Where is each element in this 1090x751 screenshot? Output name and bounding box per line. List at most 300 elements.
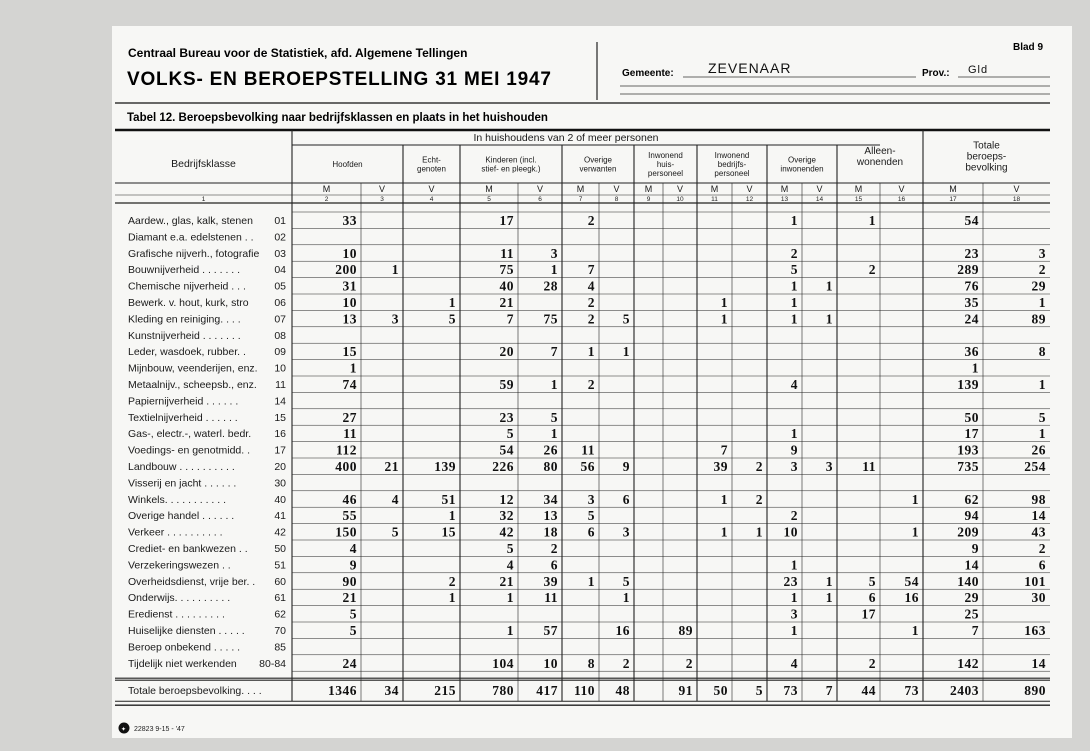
cell-value: 15 bbox=[342, 344, 357, 360]
cell-value: 8 bbox=[1038, 344, 1046, 360]
cell-value: 23 bbox=[499, 409, 514, 425]
cell-value: 6 bbox=[550, 557, 558, 573]
cell-value: 5 bbox=[506, 426, 514, 442]
total-value: 5 bbox=[755, 683, 763, 699]
gemeente-label: Gemeente: bbox=[622, 68, 674, 79]
column-number: 15 bbox=[854, 196, 863, 203]
cell-value: 11 bbox=[862, 459, 876, 474]
row-label: Gas-, electr.-, waterl. bedr. bbox=[128, 428, 252, 441]
cell-value: 94 bbox=[964, 508, 979, 524]
row-label: Visserij en jacht . . . . . . bbox=[128, 477, 237, 490]
cell-value: 10 bbox=[783, 524, 798, 540]
cell-value: 11 bbox=[544, 590, 558, 606]
cell-value: 1 bbox=[550, 377, 558, 392]
cell-value: 3 bbox=[825, 459, 833, 474]
cell-value: 55 bbox=[342, 508, 357, 524]
cell-value: 54 bbox=[904, 573, 919, 589]
group-header-line: personeel bbox=[647, 169, 684, 178]
cell-value: 1 bbox=[448, 590, 456, 606]
cell-value: 9 bbox=[349, 557, 357, 573]
cell-value: 1 bbox=[720, 524, 728, 540]
row-code: 61 bbox=[274, 592, 286, 605]
column-header-bedrijfsklasse: Bedrijfsklasse bbox=[171, 158, 236, 170]
cell-value: 1 bbox=[790, 278, 798, 294]
row-code: 41 bbox=[274, 510, 286, 523]
cell-value: 1 bbox=[1038, 426, 1046, 442]
sex-label: V bbox=[428, 184, 435, 194]
cell-value: 27 bbox=[342, 409, 357, 425]
cell-value: 1 bbox=[755, 524, 763, 540]
table-title: Tabel 12. Beroepsbevolking naar bedrijfsklassen en plaats in het huishouden bbox=[127, 112, 548, 124]
column-number: 10 bbox=[676, 196, 684, 203]
sex-label: V bbox=[536, 184, 544, 194]
total-value: 215 bbox=[434, 683, 456, 699]
cell-value: 1 bbox=[391, 262, 399, 278]
cell-value: 2 bbox=[587, 295, 595, 310]
cell-value: 43 bbox=[1031, 524, 1046, 540]
cell-value: 1 bbox=[825, 573, 833, 589]
row-label: Leder, wasdoek, rubber. . bbox=[128, 346, 246, 359]
cell-value: 33 bbox=[342, 213, 357, 228]
cell-value: 21 bbox=[342, 590, 357, 606]
row-label: Papiernijverheid . . . . . . bbox=[128, 395, 239, 408]
row-code: 16 bbox=[274, 428, 286, 441]
row-code: 08 bbox=[274, 329, 286, 342]
cell-value: 14 bbox=[964, 557, 979, 573]
cell-value: 4 bbox=[587, 278, 595, 294]
total-value: 73 bbox=[904, 683, 919, 699]
cell-value: 1 bbox=[790, 590, 798, 606]
print-code: 22823 9-15 - '47 bbox=[134, 726, 185, 733]
group-header-line: inwonenden bbox=[780, 164, 824, 174]
column-number: 18 bbox=[1012, 196, 1021, 203]
cell-value: 1 bbox=[506, 590, 514, 606]
column-number: 17 bbox=[949, 196, 957, 203]
cell-value: 40 bbox=[499, 278, 514, 294]
cell-value: 7 bbox=[720, 442, 728, 458]
total-value: 91 bbox=[678, 683, 693, 699]
cell-value: 2 bbox=[868, 262, 876, 278]
cell-value: 17 bbox=[964, 426, 979, 442]
row-code: 62 bbox=[274, 608, 286, 621]
cell-value: 5 bbox=[868, 573, 876, 589]
cell-value: 21 bbox=[384, 459, 399, 474]
cell-value: 4 bbox=[790, 655, 798, 671]
cell-value: 2 bbox=[1038, 262, 1046, 278]
column-header-huishoudens: In huishoudens van 2 of meer personen bbox=[473, 132, 659, 144]
row-code: 01 bbox=[274, 215, 286, 227]
cell-value: 54 bbox=[964, 213, 979, 228]
total-value: 1346 bbox=[328, 683, 357, 699]
cell-value: 3 bbox=[550, 245, 558, 261]
cell-value: 18 bbox=[543, 524, 558, 540]
cell-value: 2 bbox=[587, 311, 595, 327]
cell-value: 1 bbox=[790, 213, 798, 228]
column-number: 1 bbox=[201, 196, 206, 203]
cell-value: 1 bbox=[1038, 377, 1046, 392]
cell-value: 29 bbox=[1031, 278, 1046, 294]
cell-value: 150 bbox=[335, 524, 357, 540]
sex-label: M bbox=[485, 184, 493, 194]
cell-value: 21 bbox=[499, 573, 514, 589]
cell-value: 62 bbox=[964, 491, 979, 507]
sex-label: M bbox=[710, 184, 719, 194]
row-code: 50 bbox=[274, 543, 286, 555]
total-value: 2403 bbox=[950, 683, 979, 699]
cell-value: 1 bbox=[790, 557, 798, 573]
bureau-name: Centraal Bureau voor de Statistiek, afd. Algemene Tellingen bbox=[128, 46, 468, 60]
total-label: Totale beroepsbevolking. . . . bbox=[128, 685, 262, 698]
row-label: Landbouw . . . . . . . . . . bbox=[128, 461, 235, 473]
cell-value: 2 bbox=[448, 573, 456, 589]
group-header-line: Inwonend bbox=[714, 151, 750, 160]
cell-value: 26 bbox=[543, 442, 558, 458]
cell-value: 10 bbox=[342, 295, 357, 310]
cell-value: 46 bbox=[342, 491, 357, 507]
cell-value: 1 bbox=[720, 311, 728, 327]
cell-value: 1 bbox=[971, 360, 979, 376]
total-value: 890 bbox=[1024, 683, 1046, 699]
cell-value: 39 bbox=[713, 459, 728, 474]
group-header-line: Totale bbox=[973, 140, 1000, 152]
cell-value: 11 bbox=[581, 442, 595, 458]
cell-value: 56 bbox=[580, 459, 595, 474]
row-code: 03 bbox=[274, 247, 286, 260]
cell-value: 14 bbox=[1031, 655, 1046, 671]
group-header-line: huis- bbox=[656, 160, 675, 169]
group-header-line: wonenden bbox=[856, 157, 904, 168]
cell-value: 1 bbox=[790, 426, 798, 442]
column-number: 13 bbox=[780, 196, 789, 203]
cell-value: 209 bbox=[957, 524, 979, 540]
group-header-line: Overige bbox=[787, 155, 817, 165]
cell-value: 17 bbox=[861, 606, 876, 622]
row-code: 20 bbox=[274, 461, 286, 473]
column-number: 12 bbox=[745, 196, 754, 203]
row-code: 85 bbox=[274, 641, 286, 654]
cell-value: 735 bbox=[957, 459, 979, 474]
cell-value: 1 bbox=[825, 311, 833, 327]
group-header-line: beroeps- bbox=[966, 151, 1007, 163]
cell-value: 28 bbox=[543, 278, 558, 294]
row-label: Eredienst . . . . . . . . . bbox=[128, 608, 225, 621]
cell-value: 3 bbox=[622, 524, 630, 540]
cell-value: 14 bbox=[1031, 508, 1046, 524]
total-value: 44 bbox=[861, 683, 876, 699]
sex-label: V bbox=[378, 184, 386, 194]
row-label: Overige handel . . . . . . bbox=[128, 510, 235, 523]
row-code: 60 bbox=[274, 575, 286, 588]
group-header-line: Hoofden bbox=[332, 160, 363, 169]
cell-value: 26 bbox=[1031, 442, 1046, 458]
sex-label: M bbox=[854, 184, 863, 194]
cell-value: 7 bbox=[506, 311, 514, 327]
row-label: Chemische nijverheid . . . bbox=[128, 280, 246, 293]
row-code: 11 bbox=[275, 379, 286, 391]
row-code: 04 bbox=[274, 264, 286, 277]
sex-label: V bbox=[898, 184, 905, 194]
row-code: 40 bbox=[274, 493, 286, 506]
group-header-line: Echt- bbox=[422, 155, 441, 165]
cell-value: 1 bbox=[911, 491, 919, 507]
column-number: 2 bbox=[324, 196, 329, 203]
cell-value: 5 bbox=[622, 573, 630, 589]
cell-value: 11 bbox=[500, 245, 514, 261]
row-label: Winkels. . . . . . . . . . . bbox=[128, 493, 227, 506]
group-header-line: bedrijfs- bbox=[717, 160, 747, 169]
row-label: Beroep onbekend . . . . . bbox=[128, 641, 241, 654]
row-code: 07 bbox=[274, 313, 286, 326]
cell-value: 4 bbox=[790, 377, 798, 392]
sheet-number: Blad 9 bbox=[1013, 42, 1044, 53]
cell-value: 74 bbox=[342, 377, 357, 392]
cell-value: 5 bbox=[587, 508, 595, 524]
group-header-line: verwanten bbox=[579, 164, 617, 174]
cell-value: 3 bbox=[1038, 245, 1046, 261]
row-label: Kleding en reiniging. . . . bbox=[128, 313, 241, 326]
sex-label: M bbox=[576, 184, 585, 194]
cell-value: 9 bbox=[790, 442, 798, 458]
cell-value: 112 bbox=[335, 442, 357, 458]
cell-value: 5 bbox=[349, 623, 357, 638]
cell-value: 76 bbox=[964, 278, 979, 294]
row-label: Bouwnijverheid . . . . . . . bbox=[128, 264, 241, 277]
cell-value: 4 bbox=[391, 491, 399, 507]
cell-value: 5 bbox=[550, 409, 558, 425]
cell-value: 1 bbox=[720, 491, 728, 507]
cell-value: 89 bbox=[678, 623, 693, 638]
group-header-line: personeel bbox=[714, 169, 750, 178]
cell-value: 11 bbox=[343, 426, 357, 442]
row-label: Bewerk. v. hout, kurk, stro bbox=[128, 297, 249, 309]
cell-value: 9 bbox=[622, 459, 630, 474]
sex-label: M bbox=[780, 184, 789, 194]
cell-value: 4 bbox=[349, 541, 357, 556]
cell-value: 2 bbox=[755, 459, 763, 474]
total-value: 48 bbox=[615, 683, 630, 699]
cell-value: 39 bbox=[543, 573, 558, 589]
cell-value: 13 bbox=[543, 508, 558, 524]
cell-value: 2 bbox=[685, 655, 693, 671]
cell-value: 32 bbox=[499, 508, 514, 524]
cell-value: 9 bbox=[971, 541, 979, 556]
form-title: VOLKS- EN BEROEPSTELLING 31 MEI 1947 bbox=[127, 69, 552, 90]
sex-label: V bbox=[1013, 184, 1020, 194]
svg-text:✦: ✦ bbox=[121, 727, 127, 733]
cell-value: 3 bbox=[790, 606, 798, 622]
row-code: 14 bbox=[274, 395, 286, 408]
province-label: Prov.: bbox=[922, 68, 950, 79]
cell-value: 17 bbox=[499, 213, 514, 228]
total-value: 34 bbox=[384, 683, 399, 699]
row-code: 10 bbox=[274, 362, 286, 375]
cell-value: 2 bbox=[868, 655, 876, 671]
cell-value: 1 bbox=[349, 360, 357, 376]
gemeente-value: ZEVENAAR bbox=[708, 60, 792, 76]
cell-value: 1 bbox=[622, 590, 630, 606]
cell-value: 6 bbox=[587, 524, 595, 540]
cell-value: 5 bbox=[349, 606, 357, 622]
cell-value: 1 bbox=[550, 426, 558, 442]
cell-value: 36 bbox=[964, 344, 979, 360]
cell-value: 101 bbox=[1024, 573, 1046, 589]
cell-value: 1 bbox=[825, 590, 833, 606]
row-label: Overheidsdienst, vrije ber. . bbox=[128, 575, 256, 588]
cell-value: 21 bbox=[499, 295, 514, 310]
cell-value: 1 bbox=[790, 295, 798, 310]
column-number: 5 bbox=[487, 196, 491, 203]
column-number: 4 bbox=[429, 196, 434, 203]
cell-value: 1 bbox=[790, 623, 798, 638]
column-number: 9 bbox=[646, 196, 651, 203]
cell-value: 400 bbox=[335, 459, 357, 474]
cell-value: 1 bbox=[825, 278, 833, 294]
cell-value: 23 bbox=[964, 245, 979, 261]
cell-value: 1 bbox=[911, 623, 919, 638]
row-label: Onderwijs. . . . . . . . . . bbox=[128, 592, 231, 605]
cell-value: 54 bbox=[499, 442, 514, 458]
total-value: 417 bbox=[536, 683, 558, 699]
row-code: 51 bbox=[274, 559, 286, 572]
cell-value: 35 bbox=[964, 295, 979, 310]
total-value: 780 bbox=[492, 683, 514, 699]
cell-value: 50 bbox=[964, 409, 979, 425]
cell-value: 226 bbox=[492, 459, 514, 474]
row-code: 30 bbox=[274, 477, 286, 490]
total-value: 50 bbox=[713, 683, 728, 699]
cell-value: 1 bbox=[720, 295, 728, 310]
cell-value: 16 bbox=[615, 623, 630, 638]
row-code: 06 bbox=[274, 297, 286, 309]
cell-value: 5 bbox=[790, 262, 798, 278]
cell-value: 31 bbox=[342, 278, 357, 294]
sex-label: V bbox=[816, 184, 823, 194]
row-label: Crediet- en bankwezen . . bbox=[128, 543, 248, 555]
cell-value: 1 bbox=[868, 213, 876, 228]
cell-value: 16 bbox=[904, 590, 919, 606]
row-label: Metaalnijv., scheepsb., enz. bbox=[128, 379, 257, 391]
sex-label: M bbox=[644, 184, 653, 194]
cell-value: 193 bbox=[957, 442, 979, 458]
cell-value: 23 bbox=[783, 573, 798, 589]
column-number: 16 bbox=[897, 196, 906, 203]
column-number: 7 bbox=[578, 196, 583, 203]
province-value: Gld bbox=[968, 64, 989, 76]
cell-value: 2 bbox=[622, 655, 630, 671]
column-number: 3 bbox=[380, 196, 384, 203]
cell-value: 1 bbox=[448, 295, 456, 310]
cell-value: 57 bbox=[543, 623, 558, 638]
row-label: Verzekeringswezen . . bbox=[128, 559, 231, 572]
cell-value: 34 bbox=[543, 491, 558, 507]
cell-value: 89 bbox=[1031, 311, 1046, 327]
cell-value: 5 bbox=[448, 311, 456, 327]
row-code: 70 bbox=[274, 625, 286, 637]
row-label: Textielnijverheid . . . . . . bbox=[128, 411, 238, 424]
cell-value: 142 bbox=[957, 655, 979, 671]
row-code: 09 bbox=[274, 346, 286, 359]
cell-value: 6 bbox=[868, 590, 876, 606]
cell-value: 7 bbox=[971, 623, 979, 638]
cell-value: 3 bbox=[391, 311, 399, 327]
cell-value: 5 bbox=[1038, 409, 1046, 425]
cell-value: 140 bbox=[957, 573, 979, 589]
cell-value: 51 bbox=[441, 491, 456, 507]
cell-value: 75 bbox=[499, 262, 514, 278]
cell-value: 104 bbox=[492, 655, 514, 671]
cell-value: 15 bbox=[441, 524, 456, 540]
cell-value: 5 bbox=[391, 524, 399, 540]
group-header-line: Inwonend bbox=[648, 151, 683, 160]
group-header-line: Kinderen (incl. bbox=[485, 155, 537, 165]
cell-value: 30 bbox=[1031, 590, 1046, 606]
row-label: Mijnbouw, veenderijen, enz. bbox=[128, 362, 258, 375]
cell-value: 1 bbox=[587, 344, 595, 360]
cell-value: 12 bbox=[499, 491, 514, 507]
row-label: Tijdelijk niet werkenden bbox=[128, 657, 237, 670]
column-number: 11 bbox=[711, 196, 718, 203]
cell-value: 20 bbox=[499, 344, 514, 360]
group-header-line: Overige bbox=[583, 155, 613, 165]
cell-value: 59 bbox=[499, 377, 514, 392]
cell-value: 2 bbox=[587, 213, 595, 228]
total-value: 73 bbox=[783, 683, 798, 699]
row-code: 42 bbox=[274, 526, 286, 539]
cell-value: 289 bbox=[957, 262, 979, 278]
cell-value: 80 bbox=[543, 459, 558, 474]
cell-value: 2 bbox=[587, 377, 595, 392]
cell-value: 2 bbox=[1038, 541, 1046, 556]
cell-value: 6 bbox=[622, 491, 630, 507]
total-value: 7 bbox=[825, 683, 833, 699]
cell-value: 1 bbox=[448, 508, 456, 524]
total-value: 110 bbox=[573, 683, 595, 699]
column-number: 6 bbox=[538, 196, 542, 203]
sex-label: V bbox=[613, 184, 620, 194]
cell-value: 5 bbox=[506, 541, 514, 556]
cell-value: 24 bbox=[342, 655, 357, 671]
cell-value: 29 bbox=[964, 590, 979, 606]
cell-value: 10 bbox=[342, 245, 357, 261]
row-code: 80-84 bbox=[259, 657, 286, 670]
cell-value: 13 bbox=[342, 311, 357, 327]
cell-value: 2 bbox=[790, 508, 798, 524]
cell-value: 139 bbox=[434, 459, 456, 474]
row-code: 15 bbox=[274, 411, 286, 424]
group-header-line: Alleen- bbox=[864, 146, 896, 157]
cell-value: 139 bbox=[957, 377, 979, 392]
cell-value: 1 bbox=[790, 311, 798, 327]
cell-value: 7 bbox=[550, 344, 558, 360]
row-code: 02 bbox=[274, 231, 286, 244]
cell-value: 2 bbox=[790, 245, 798, 261]
row-label: Aardew., glas, kalk, stenen bbox=[128, 215, 253, 227]
group-header-line: stief- en pleegk.) bbox=[481, 164, 541, 174]
column-number: 8 bbox=[614, 196, 619, 203]
cell-value: 25 bbox=[964, 606, 979, 622]
cell-value: 1 bbox=[1038, 295, 1046, 310]
row-code: 05 bbox=[274, 280, 286, 293]
cell-value: 3 bbox=[790, 459, 798, 474]
cell-value: 42 bbox=[499, 524, 514, 540]
cell-value: 163 bbox=[1024, 623, 1046, 638]
cell-value: 90 bbox=[342, 573, 357, 589]
cell-value: 3 bbox=[587, 491, 595, 507]
cell-value: 4 bbox=[506, 557, 514, 573]
row-label: Voedings- en genotmidd. . bbox=[128, 444, 251, 457]
row-label: Verkeer . . . . . . . . . . bbox=[128, 526, 223, 539]
cell-value: 24 bbox=[964, 311, 979, 327]
